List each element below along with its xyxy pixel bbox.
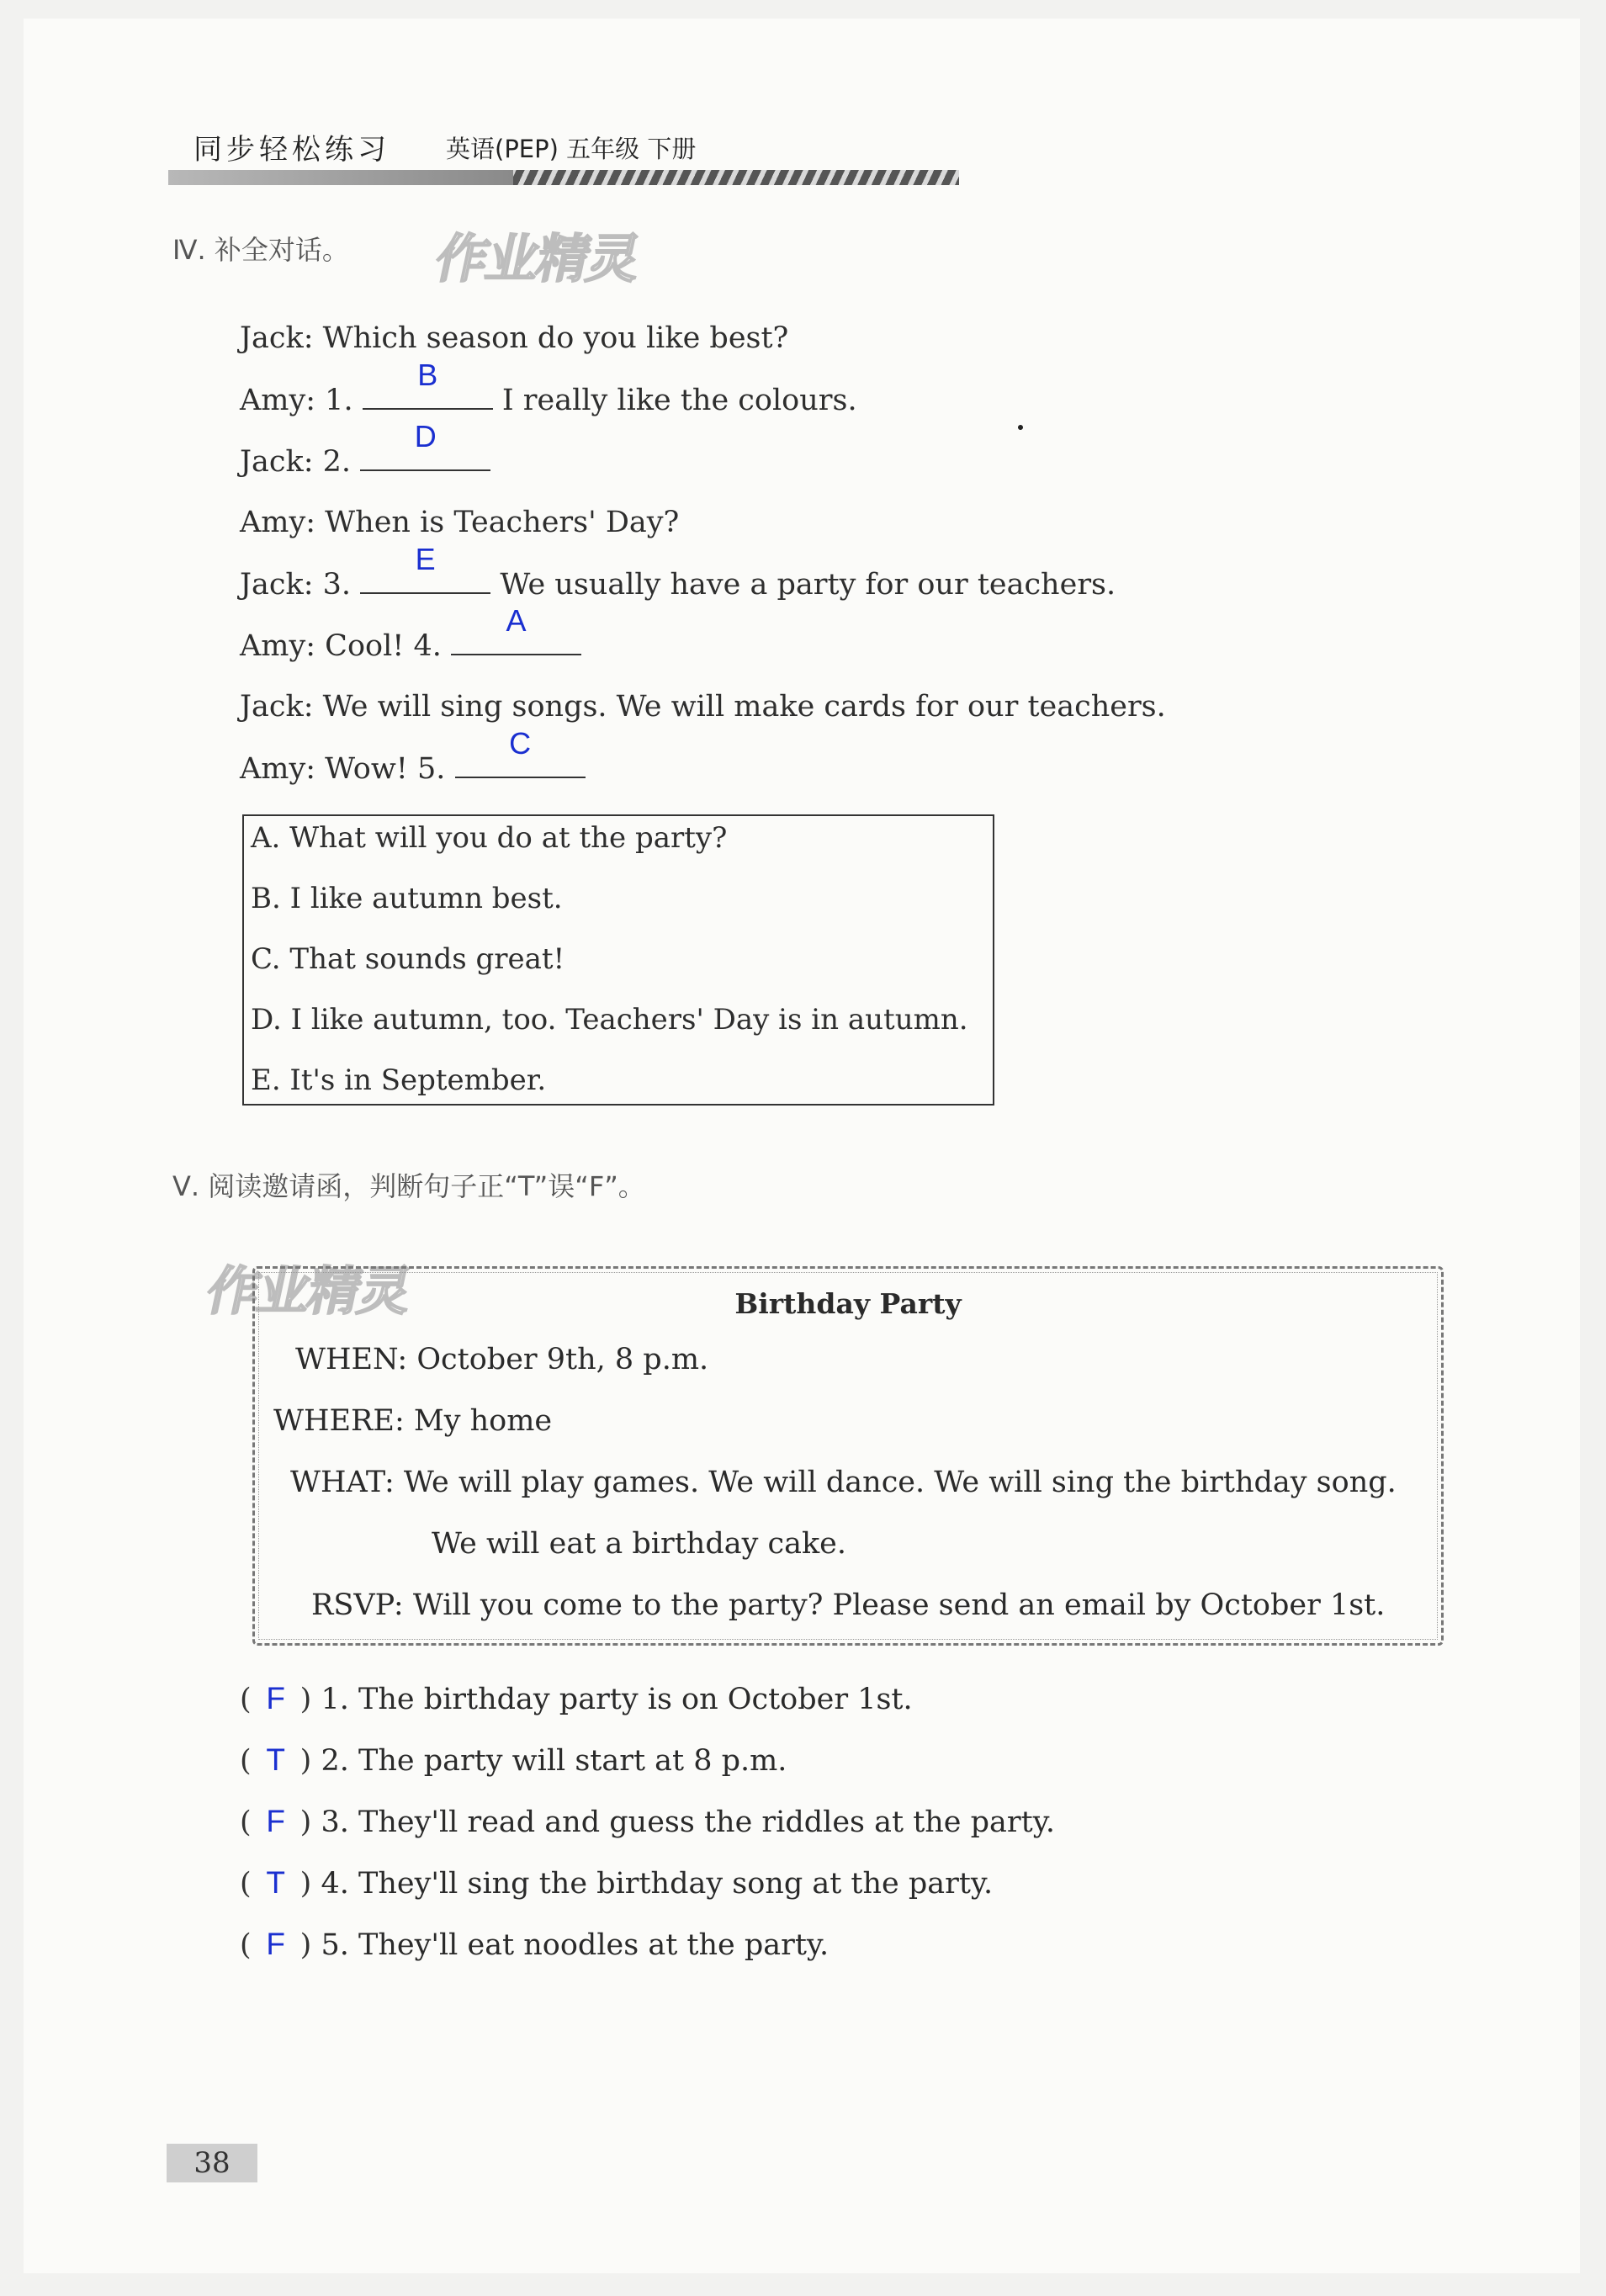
invitation-what-continued: We will eat a birthday cake. — [432, 1527, 847, 1561]
what-value: We will play games. We will dance. We will sing the birthday song. — [403, 1466, 1397, 1499]
item-number: 2. — [322, 445, 352, 479]
option-c: C. That sounds great! — [251, 942, 565, 976]
tf-statement: ( T ) 4. They'll sing the birthday song at the party. — [240, 1865, 994, 1901]
speaker: Jack: — [240, 321, 314, 355]
option-a: A. What will you do at the party? — [251, 821, 728, 855]
item-number: 4. — [413, 629, 442, 663]
answer-text: A — [506, 603, 527, 638]
watermark-logo: 作业精灵 — [201, 1260, 416, 1322]
when-label: WHEN: — [295, 1343, 408, 1376]
rsvp-value: Will you come to the party? Please send an email by October 1st. — [412, 1588, 1386, 1622]
item-number: 1. — [325, 384, 353, 417]
option-e: E. It's in September. — [251, 1063, 547, 1097]
answer-blank[interactable] — [363, 358, 493, 410]
item-number: 5. — [417, 752, 446, 786]
speaker: Amy: — [240, 384, 316, 417]
invitation-inner-border — [258, 1272, 1438, 1640]
tf-text: 2. The party will start at 8 p.m. — [321, 1744, 787, 1778]
dialogue-text: I really like the colours. — [501, 384, 857, 417]
answer-text: B — [417, 358, 438, 392]
where-label: WHERE: — [273, 1404, 405, 1438]
where-value: My home — [413, 1404, 553, 1438]
page-number: 38 — [167, 2144, 257, 2182]
speaker: Jack: — [240, 445, 314, 479]
invitation-where — [273, 1404, 552, 1438]
when-value: October 9th, 8 p.m. — [416, 1343, 709, 1376]
watermark-logo: 作业精灵 — [430, 228, 645, 289]
invitation-when — [295, 1343, 708, 1376]
tf-statement: ( F ) 3. They'll read and guess the riddles at the party. — [240, 1804, 1055, 1839]
tf-answer[interactable]: F — [266, 1927, 285, 1961]
tf-answer[interactable]: F — [266, 1804, 285, 1838]
dialogue-text: Wow! — [325, 752, 408, 786]
speaker: Jack: — [240, 690, 314, 724]
invitation-card — [252, 1266, 1444, 1646]
section-5-heading: Ⅴ. 阅读邀请函，判断句子正“T”误“F”。 — [172, 1170, 645, 1202]
dialogue-line — [240, 690, 1166, 724]
header-divider-solid — [168, 170, 513, 185]
dialogue-text: Which season do you like best? — [322, 321, 789, 355]
speaker: Amy: — [240, 506, 316, 539]
tf-text: 3. They'll read and guess the riddles at the party. — [321, 1806, 1055, 1839]
speaker: Jack: — [240, 568, 314, 602]
option-b: B. I like autumn best. — [251, 882, 563, 915]
tf-statement: ( T ) 2. The party will start at 8 p.m. — [240, 1742, 787, 1778]
tf-statement: ( F ) 5. They'll eat noodles at the party. — [240, 1927, 830, 1962]
speaker: Amy: — [240, 752, 316, 786]
option-d: D. I like autumn, too. Teachers' Day is in autumn. — [251, 1003, 968, 1037]
tf-statement: ( F ) 1. The birthday party is on October 1st. — [240, 1681, 913, 1716]
tf-answer[interactable]: T — [266, 1865, 285, 1900]
what-label: WHAT: — [290, 1466, 395, 1499]
dialogue-line — [240, 506, 679, 539]
dialogue-line — [240, 358, 857, 417]
item-number: 3. — [322, 568, 352, 602]
speaker: Amy: — [240, 629, 316, 663]
dialogue-text: Cool! — [325, 629, 405, 663]
dialogue-line — [240, 603, 581, 663]
tf-text: 4. They'll sing the birthday song at the party. — [321, 1867, 994, 1901]
answer-text: C — [509, 726, 532, 761]
tf-text: 1. The birthday party is on October 1st. — [321, 1683, 913, 1716]
dialogue-text: We will sing songs. We will make cards for our teachers. — [322, 690, 1166, 724]
book-subtitle: 英语(PEP) 五年级 下册 — [446, 135, 697, 163]
dialogue-text: When is Teachers' Day? — [325, 506, 680, 539]
answer-blank[interactable] — [455, 726, 586, 778]
answer-blank[interactable] — [451, 603, 581, 655]
dialogue-line — [240, 419, 490, 479]
section-4-heading: Ⅳ. 补全对话。 — [172, 234, 349, 266]
answer-text: E — [415, 542, 436, 576]
dialogue-text: We usually have a party for our teachers. — [500, 568, 1116, 602]
answer-blank[interactable] — [360, 542, 490, 594]
dialogue-line — [240, 726, 586, 786]
options-box — [242, 814, 994, 1106]
answer-text: D — [414, 419, 437, 453]
tf-answer[interactable]: T — [266, 1742, 285, 1777]
book-title: 同步轻松练习 — [193, 133, 390, 167]
tf-text: 5. They'll eat noodles at the party. — [321, 1928, 830, 1962]
invitation-rsvp — [311, 1588, 1385, 1622]
dialogue-line — [240, 321, 788, 355]
invitation-what — [290, 1466, 1397, 1499]
dialogue-line — [240, 542, 1116, 602]
answer-blank[interactable] — [360, 419, 490, 471]
invitation-title: Birthday Party — [734, 1287, 962, 1320]
rsvp-label: RSVP: — [311, 1588, 404, 1622]
tf-answer[interactable]: F — [266, 1681, 285, 1715]
